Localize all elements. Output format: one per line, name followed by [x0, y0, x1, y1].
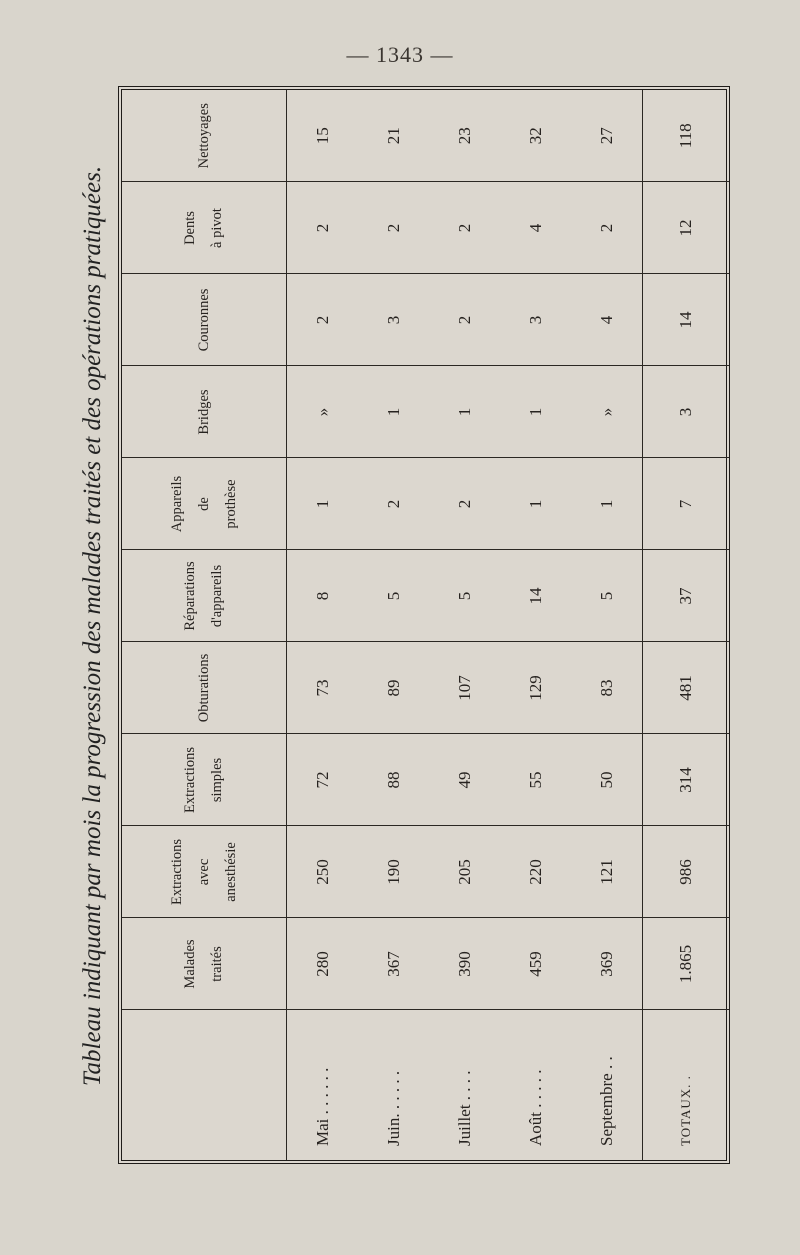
table-cell: 367: [358, 918, 429, 1010]
table-cell: 49: [429, 734, 500, 826]
header-dents-pivot: Dents à pivot: [122, 182, 287, 274]
table-cell: 55: [500, 734, 571, 826]
table-cell: 121: [571, 826, 643, 918]
total-cell: 12: [643, 182, 730, 274]
table-cell: »: [571, 366, 643, 458]
total-cell: 1.865: [643, 918, 730, 1010]
header-month: [122, 1010, 287, 1160]
table-cell: 5: [571, 550, 643, 642]
total-cell: 986: [643, 826, 730, 918]
table-cell: 369: [571, 918, 643, 1010]
table-title-container: [68, 86, 118, 1166]
header-reparations: Réparations d'appareils: [122, 550, 287, 642]
table-cell: 72: [287, 734, 359, 826]
total-cell: 3: [643, 366, 730, 458]
table-cell: 220: [500, 826, 571, 918]
header-extractions-anesthesie: Extractions avec anesthésie: [122, 826, 287, 918]
table-cell: 390: [429, 918, 500, 1010]
table-cell: 250: [287, 826, 359, 918]
rotated-table: [122, 90, 726, 1160]
table-cell: 4: [571, 274, 643, 366]
table-cell: 280: [287, 918, 359, 1010]
table-cell: »: [287, 366, 359, 458]
table-cell: 205: [429, 826, 500, 918]
table-cell: 1: [358, 366, 429, 458]
table-row: [429, 90, 500, 1160]
table-cell: 129: [500, 642, 571, 734]
table-row: [287, 90, 359, 1160]
header-couronnes: Couronnes: [122, 274, 287, 366]
table-row: [358, 90, 429, 1160]
month-cell: Août . . . . .: [525, 1069, 545, 1146]
table-cell: 2: [429, 458, 500, 550]
table-cell: 459: [500, 918, 571, 1010]
header-row: [122, 90, 287, 1160]
total-cell: 37: [643, 550, 730, 642]
table-row: [571, 90, 643, 1160]
table-cell: 2: [287, 182, 359, 274]
table-cell: 50: [571, 734, 643, 826]
month-cell: Septembre . .: [596, 1056, 616, 1146]
table-cell: 23: [429, 90, 500, 182]
table-cell: 190: [358, 826, 429, 918]
table-cell: 1: [500, 366, 571, 458]
header-obturations: Obturations: [122, 642, 287, 734]
operations-table: [122, 90, 729, 1160]
table-cell: 3: [500, 274, 571, 366]
table-cell: 2: [429, 182, 500, 274]
total-cell: 314: [643, 734, 730, 826]
table-title: Tableau indiquant par mois la progression des malades traités et des opérations pratiquées.: [79, 165, 106, 1087]
month-cell: Juin. . . . . .: [383, 1070, 403, 1146]
header-bridges: Bridges: [122, 366, 287, 458]
table-cell: 83: [571, 642, 643, 734]
table-cell: 14: [500, 550, 571, 642]
month-cell: Juillet . . . .: [454, 1070, 474, 1146]
table-cell: 107: [429, 642, 500, 734]
table-cell: 4: [500, 182, 571, 274]
total-cell: 7: [643, 458, 730, 550]
table-cell: 1: [429, 366, 500, 458]
header-nettoyages: Nettoyages: [122, 90, 287, 182]
table-cell: 32: [500, 90, 571, 182]
rotated-table-wrapper: [122, 90, 726, 1160]
total-cell: 481: [643, 642, 730, 734]
table-cell: 1: [571, 458, 643, 550]
total-cell: 118: [643, 90, 730, 182]
table-cell: 5: [358, 550, 429, 642]
table-cell: 2: [571, 182, 643, 274]
table-cell: 21: [358, 90, 429, 182]
totals-label: TOTAUX. .: [643, 1010, 730, 1160]
table-cell: 3: [358, 274, 429, 366]
month-cell: Mai . . . . . .: [312, 1067, 332, 1146]
table-cell: 2: [358, 182, 429, 274]
table-row: [500, 90, 571, 1160]
table-cell: 1: [500, 458, 571, 550]
table-cell: 1: [287, 458, 359, 550]
table-cell: 2: [358, 458, 429, 550]
table-cell: 2: [429, 274, 500, 366]
header-malades: Malades traités: [122, 918, 287, 1010]
total-cell: 14: [643, 274, 730, 366]
header-appareils: Appareils de prothèse: [122, 458, 287, 550]
table-cell: 27: [571, 90, 643, 182]
header-extractions-simples: Extractions simples: [122, 734, 287, 826]
table-cell: 89: [358, 642, 429, 734]
table-cell: 15: [287, 90, 359, 182]
table-cell: 8: [287, 550, 359, 642]
table-cell: 5: [429, 550, 500, 642]
totals-row: [643, 90, 730, 1160]
page-number: — 1343 —: [346, 42, 454, 67]
table-cell: 73: [287, 642, 359, 734]
table-cell: 2: [287, 274, 359, 366]
table-cell: 88: [358, 734, 429, 826]
